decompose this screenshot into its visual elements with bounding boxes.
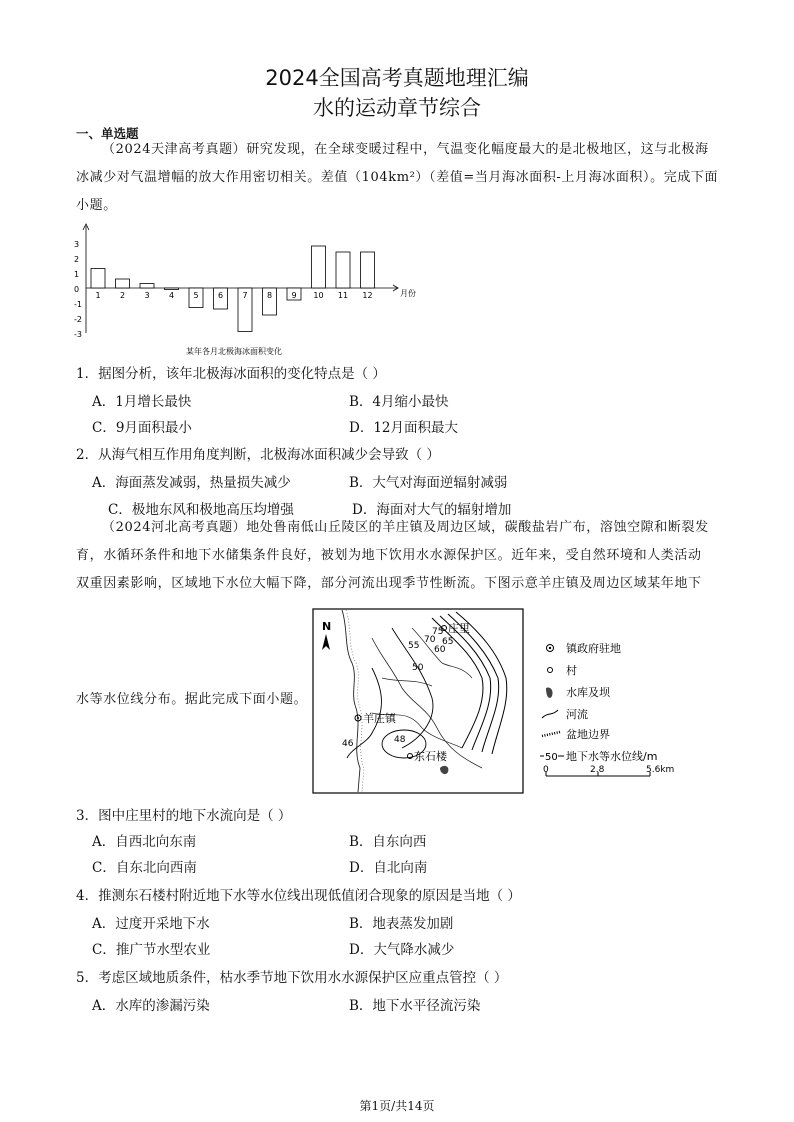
- contour-label: 50: [412, 663, 424, 673]
- y-tick-label: 0: [74, 285, 80, 294]
- bar: [91, 269, 105, 289]
- contour-label: 65: [442, 637, 454, 647]
- page-footer: 第1页/共14页: [359, 1099, 435, 1113]
- legend-reservoir: 水库及坝: [566, 686, 610, 699]
- legend-contour-mark: 50: [545, 752, 558, 763]
- x-tick-label: 2: [119, 291, 126, 300]
- passage-2: [76, 514, 736, 598]
- q3-option-a[interactable]: A．自西北向东南: [92, 834, 197, 850]
- x-tick-label: 10: [313, 291, 324, 300]
- label-dongshilou: 东石楼: [414, 750, 447, 763]
- x-tick-label: 6: [217, 291, 224, 300]
- q4-option-d[interactable]: D．大气降水减少: [349, 942, 455, 958]
- contour-label: 60: [434, 645, 446, 655]
- q4-option-a[interactable]: A．过度开采地下水: [92, 916, 210, 932]
- x-tick-label: 8: [266, 291, 273, 300]
- contour-label: 48: [394, 735, 406, 745]
- q4-option-b[interactable]: B．地表蒸发加剧: [349, 916, 454, 932]
- north-label: N: [322, 620, 332, 633]
- bar: [165, 288, 179, 290]
- basin-legend-icon: [542, 732, 560, 736]
- q5-option-a[interactable]: A．水库的渗漏污染: [92, 998, 210, 1014]
- q2-option-c[interactable]: C．极地东风和极地高压均增强: [108, 502, 294, 518]
- x-axis-label: 月份: [400, 289, 416, 298]
- passage-2-line4: 水等水位线分布。据此完成下面小题。: [76, 692, 308, 707]
- contour-label: 46: [342, 739, 354, 749]
- question-4-stem: 4．推测东石楼村附近地下水等水位线出现低值闭合现象的原因是当地（ ）: [76, 888, 521, 904]
- q3-option-b[interactable]: B．自东向西: [349, 834, 427, 850]
- q5-option-b[interactable]: B．地下水平径流污染: [349, 998, 481, 1014]
- bar: [312, 246, 326, 288]
- q3-option-c[interactable]: C．自东北向西南: [92, 860, 197, 876]
- q1-option-d[interactable]: D．12月面积最大: [349, 420, 459, 436]
- river-legend-icon: [542, 710, 558, 718]
- passage-2-line1: （2024河北高考真题）地处鲁南低山丘陵区的羊庄镇及周边区域，碳酸盐岩广布，溶蚀空隙和断裂发: [102, 520, 709, 535]
- sea-ice-bar-chart: [64, 222, 444, 360]
- scale-mid: 2.8: [590, 765, 605, 775]
- scale-0: 0: [543, 765, 549, 775]
- legend-town: 镇政府驻地: [566, 642, 621, 655]
- bar: [361, 252, 375, 288]
- title-line1: 2024全国高考真题地理汇编: [265, 66, 529, 90]
- q2-option-a[interactable]: A．海面蒸发减弱，热量损失减少: [92, 475, 291, 491]
- scale-end: 5.6km: [646, 765, 675, 775]
- passage-2-line2: 育，水循环条件和地下水储集条件良好，被划为地下饮用水水源保护区。近年来，受自然环境和人类活动: [76, 548, 702, 563]
- village-legend-icon: [548, 668, 553, 673]
- legend-basin: 盆地边界: [566, 728, 610, 741]
- contour-label: 55: [408, 641, 420, 651]
- question-5-stem: 5．考虑区域地质条件，枯水季节地下饮用水水源保护区应重点管控（ ）: [76, 970, 508, 986]
- question-2-stem: 2．从海气相互作用角度判断，北极海冰面积减少会导致（ ）: [76, 447, 440, 463]
- legend-river: 河流: [566, 708, 588, 721]
- label-yangzhuang: 羊庄镇: [363, 712, 396, 725]
- x-tick-label: 11: [337, 291, 349, 300]
- x-tick-label: 12: [362, 291, 373, 300]
- y-tick-label: 1: [74, 270, 80, 279]
- q1-option-b[interactable]: B．4月缩小最快: [349, 394, 449, 410]
- x-tick-label: 3: [144, 291, 150, 300]
- y-tick-label: -1: [74, 300, 82, 309]
- bar: [116, 279, 130, 288]
- x-tick-label: 7: [242, 291, 248, 300]
- map-legend: [540, 636, 690, 786]
- section-heading: 一、单选题: [76, 126, 139, 141]
- bar: [336, 252, 350, 288]
- q1-option-c[interactable]: C．9月面积最小: [92, 420, 192, 436]
- question-1-stem: 1．据图分析，该年北极海冰面积的变化特点是（ ）: [76, 366, 386, 382]
- x-tick-label: 9: [291, 291, 297, 300]
- groundwater-map: [312, 608, 524, 794]
- title-line2: 水的运动章节综合: [313, 96, 481, 120]
- passage-1-line1: （2024天津高考真题）研究发现，在全球变暖过程中，气温变化幅度最大的是北极地区，这与北极海: [102, 142, 709, 157]
- contour-label: 75: [432, 627, 444, 637]
- q3-option-d[interactable]: D．自北向南: [349, 860, 428, 876]
- legend-contour: 地下水等水位线/m: [566, 750, 658, 763]
- contour-label: 70: [424, 635, 436, 645]
- y-tick-label: -3: [74, 330, 82, 339]
- reservoir-legend-icon: [546, 687, 553, 697]
- chart-caption: 某年各月北极海冰面积变化: [186, 347, 282, 356]
- q2-option-d[interactable]: D．海面对大气的辐射增加: [352, 502, 512, 518]
- y-tick-label: 2: [74, 255, 80, 264]
- x-tick-label: 5: [193, 291, 199, 300]
- legend-village: 村: [566, 664, 577, 677]
- bar: [140, 284, 154, 289]
- label-zhuangli: 庄里: [448, 622, 470, 635]
- x-tick-label: 1: [95, 291, 101, 300]
- y-tick-label: 3: [74, 240, 80, 249]
- question-3-stem: 3．图中庄里村的地下水流向是（ ）: [76, 808, 292, 824]
- q4-option-c[interactable]: C．推广节水型农业: [92, 942, 211, 958]
- q2-option-b[interactable]: B．大气对海面逆辐射减弱: [349, 475, 508, 491]
- passage-1: [76, 136, 736, 220]
- passage-2-line3: 双重因素影响，区域地下水位大幅下降，部分河流出现季节性断流。下图示意羊庄镇及周边区域某年地下: [76, 576, 702, 591]
- q1-option-a[interactable]: A．1月增长最快: [92, 394, 192, 410]
- y-tick-label: -2: [74, 315, 82, 324]
- map-frame: [313, 609, 523, 793]
- x-tick-label: 4: [168, 291, 175, 300]
- passage-1-line3: 小题。: [76, 198, 117, 213]
- passage-1-line2: 冰减少对气温增幅的放大作用密切相关。差值（104km²）（差值=当月海冰面积-上月海冰面积）。完成下面: [76, 170, 719, 185]
